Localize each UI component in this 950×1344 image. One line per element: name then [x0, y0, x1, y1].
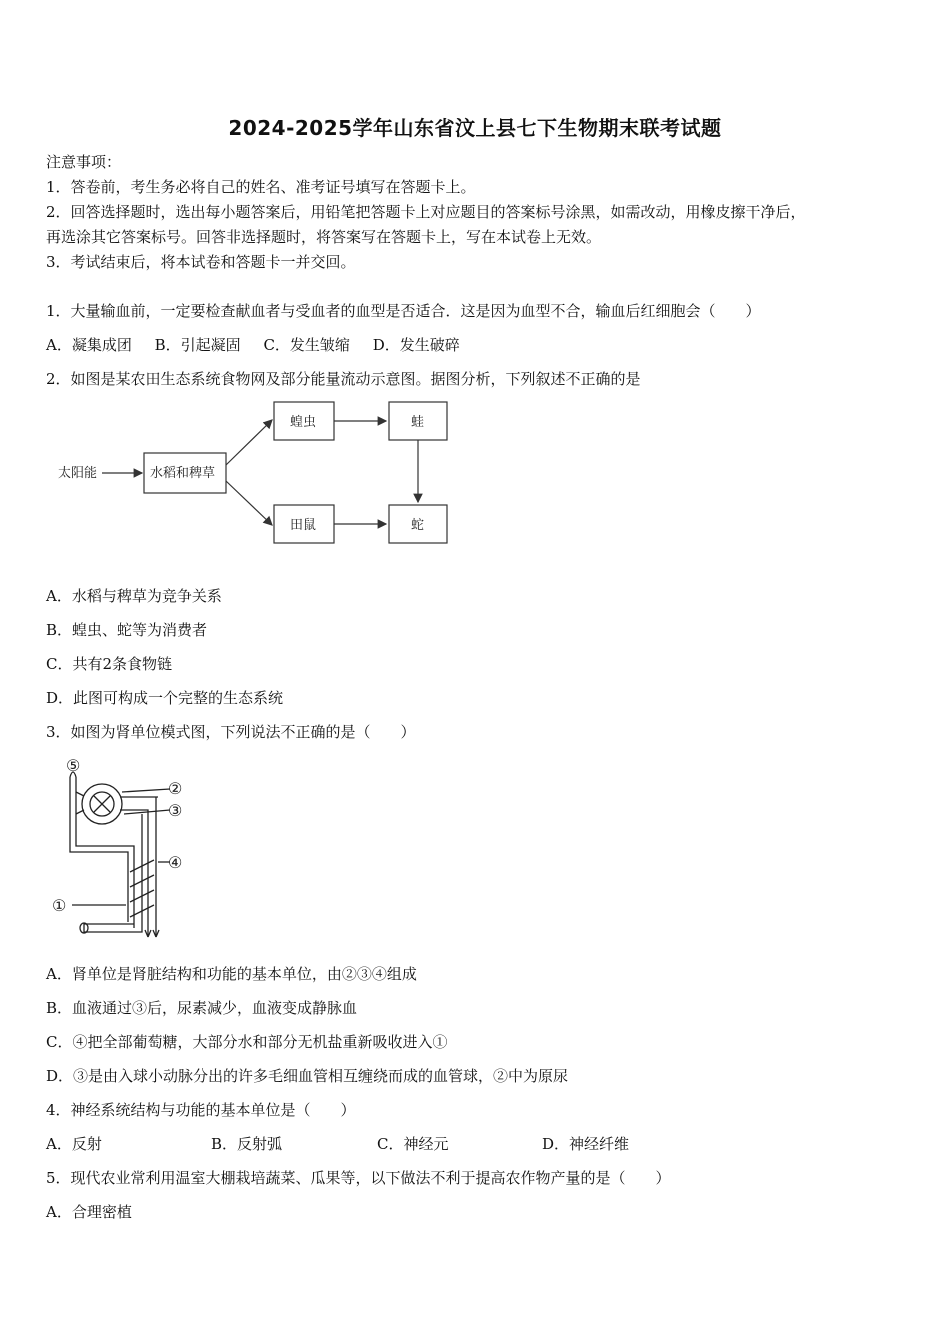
- mouse-label: 田鼠: [290, 518, 317, 533]
- nephron-diagram: [50, 752, 200, 944]
- label-5: ⑤: [66, 756, 81, 775]
- label-1: ①: [52, 896, 67, 915]
- q3-stem: 3．如图为肾单位模式图，下列说法不正确的是（ ）: [46, 723, 416, 741]
- arrow-producer-locust: [226, 420, 272, 465]
- q4-option-c: C．神经元: [377, 1135, 449, 1153]
- snake-label: 蛇: [411, 518, 425, 533]
- q1-option-d: D．发生破碎: [372, 336, 460, 354]
- q5-option-a: A．合理密植: [46, 1203, 132, 1221]
- label-3: ③: [168, 801, 183, 820]
- q1-stem: 1．大量输血前，一定要检查献血者与受血者的血型是否适合．这是因为血型不合，输血后红细胞会（ ）: [46, 302, 761, 320]
- q1-option-c: C．发生皱缩: [263, 336, 350, 354]
- q5-stem: 5．现代农业常利用温室大棚栽培蔬菜、瓜果等，以下做法不利于提高农作物产量的是（ ）: [46, 1169, 671, 1187]
- q4-option-d: D．神经纤维: [542, 1135, 630, 1153]
- frog-label: 蛙: [411, 415, 425, 430]
- exam-title: 2024-2025学年山东省汶上县七下生物期末联考试题: [228, 116, 722, 140]
- q2-option-d: D．此图可构成一个完整的生态系统: [46, 689, 284, 707]
- label-4: ④: [168, 853, 183, 872]
- q2-stem: 2．如图是某农田生态系统食物网及部分能量流动示意图。据图分析，下列叙述不正确的是: [46, 370, 641, 388]
- q3-option-b: B．血液通过③后，尿素减少，血液变成静脉血: [46, 999, 358, 1017]
- label-2: ②: [168, 779, 183, 798]
- q1-options: [46, 335, 478, 355]
- q4-stem: 4．神经系统结构与功能的基本单位是（ ）: [46, 1101, 356, 1119]
- q3-option-a: A．肾单位是肾脏结构和功能的基本单位，由②③④组成: [46, 965, 417, 983]
- q3-option-c: C．④把全部葡萄糖，大部分水和部分无机盐重新吸收进入①: [46, 1033, 448, 1051]
- notice-item-2: 2．回答选择题时，选出每小题答案后，用铅笔把答题卡上对应题目的答案标号涂黑，如需改动，用橡皮擦干净后，: [46, 203, 806, 221]
- q1-option-b: B．引起凝固: [154, 336, 241, 354]
- arrow-producer-mouse: [226, 481, 272, 525]
- q4-option-a: A．反射: [46, 1135, 102, 1153]
- notice-item-3: 3．考试结束后，将本试卷和答题卡一并交回。: [46, 253, 356, 271]
- q2-option-c: C．共有2条食物链: [46, 655, 173, 673]
- notice-item-2-cont: 再选涂其它答案标号。回答非选择题时，将答案写在答题卡上，写在本试卷上无效。: [46, 228, 602, 246]
- q3-option-d: D．③是由入球小动脉分出的许多毛细血管相互缠绕而成的血管球，②中为原尿: [46, 1067, 569, 1085]
- q2-option-b: B．蝗虫、蛇等为消费者: [46, 621, 208, 639]
- q1-option-a: A．凝集成团: [46, 336, 132, 354]
- locust-label: 蝗虫: [290, 415, 317, 430]
- notice-heading: 注意事项：: [46, 153, 122, 171]
- sun-label: 太阳能: [58, 466, 98, 481]
- notice-item-1: 1．答卷前，考生务必将自己的姓名、准考证号填写在答题卡上。: [46, 178, 476, 196]
- producer-label: 水稻和稗草: [150, 466, 216, 481]
- q4-option-b: B．反射弧: [211, 1135, 283, 1153]
- q2-option-a: A．水稻与稗草为竞争关系: [46, 587, 222, 605]
- food-web-diagram: [50, 395, 460, 555]
